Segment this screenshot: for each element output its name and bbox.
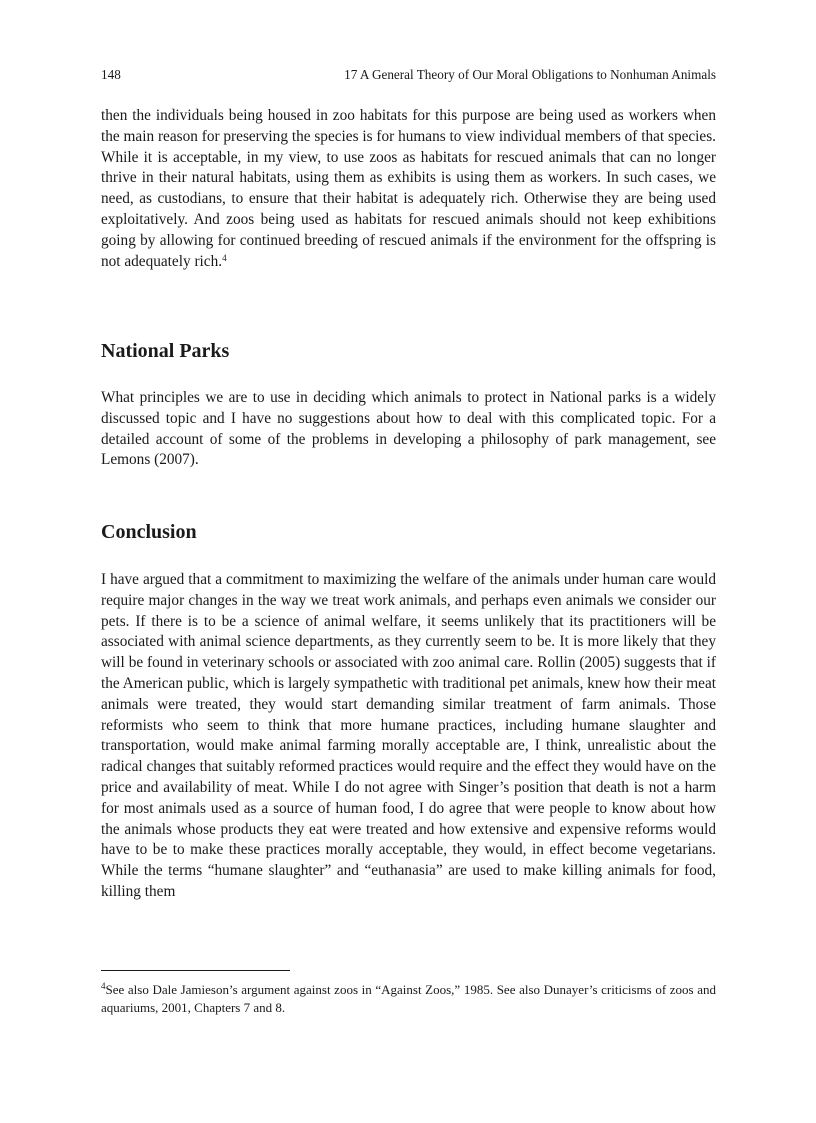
running-title: 17 A General Theory of Our Moral Obligations to Nonhuman Animals: [344, 67, 716, 82]
footnote-4: [101, 981, 716, 1016]
national-parks-paragraph: What principles we are to use in deciding which animals to protect in National parks is a widely discussed topic and I have no suggestions about how to deal with this complicated topic. For a detailed account of some of the problems in developing a philosophy of park management, see Lemons (2007).: [101, 389, 716, 469]
footnote-reference-4[interactable]: 4: [222, 252, 227, 263]
intro-paragraph-block: [101, 106, 716, 272]
conclusion-paragraph-block: [101, 570, 716, 903]
section-heading-national-parks: National Parks: [101, 340, 230, 362]
intro-paragraph: [101, 106, 716, 272]
footnote-divider: [101, 970, 290, 971]
conclusion-paragraph: I have argued that a commitment to maximizing the welfare of the animals under human care would require major changes in the way we treat work animals, and perhaps even animals we consider our pets. If there is to be a science of animal welfare, it seems unlikely that its practitioners will be associated with animal science departments, as they currently seem to be. It is more likely that they will be found in veterinary schools or associated with zoo animal care. Rollin (2005) suggests that if the American public, which is largely sympathetic with traditional pet animals, knew how their meat animals were treated, they would start demanding similar treatment of farm animals. Those reformists who seem to think that more humane practices, including humane slaughter and transportation, would make animal farming morally acceptable are, I think, unrealistic about the radical changes that suitably reformed practices would require and the effect they would have on the price and availability of meat. While I do not agree with Singer’s position that death is not a harm for most animals used as a source of human food, I do agree that were people to know about how the animals whose products they eat were treated and how extensive and expensive reforms would have to be to make these practices morally acceptable, they would, in effect become vegetarians. While the terms “humane slaughter” and “euthanasia” are used to make killing animals for food, killing them: [101, 571, 716, 900]
footnote-marker: 4: [101, 981, 106, 991]
intro-paragraph-text: then the individuals being housed in zoo habitats for this purpose are being used as workers when the main reason for preserving the species is for humans to view individual members of that species. While it is acceptable, in my view, to use zoos as habitats for rescued animals that can no longer thrive in their natural habitats, using them as exhibits is using them as workers. In such cases, we need, as custodians, to ensure that their habitat is adequately rich. Otherwise they are being used exploitatively. And zoos being used as habitats for rescued animals should not keep exhibitions going by allowing for continued breeding of rescued animals if the environment for the offspring is not adequately rich.: [101, 107, 716, 270]
footnote-text: See also Dale Jamieson’s argument against zoos in “Against Zoos,” 1985. See also Dunayer’s criticisms of zoos and aquariums, 2001, Chapters 7 and 8.: [101, 982, 716, 1015]
national-parks-paragraph-block: [101, 388, 716, 471]
page-number: 148: [101, 67, 121, 82]
section-heading-conclusion: Conclusion: [101, 521, 197, 543]
